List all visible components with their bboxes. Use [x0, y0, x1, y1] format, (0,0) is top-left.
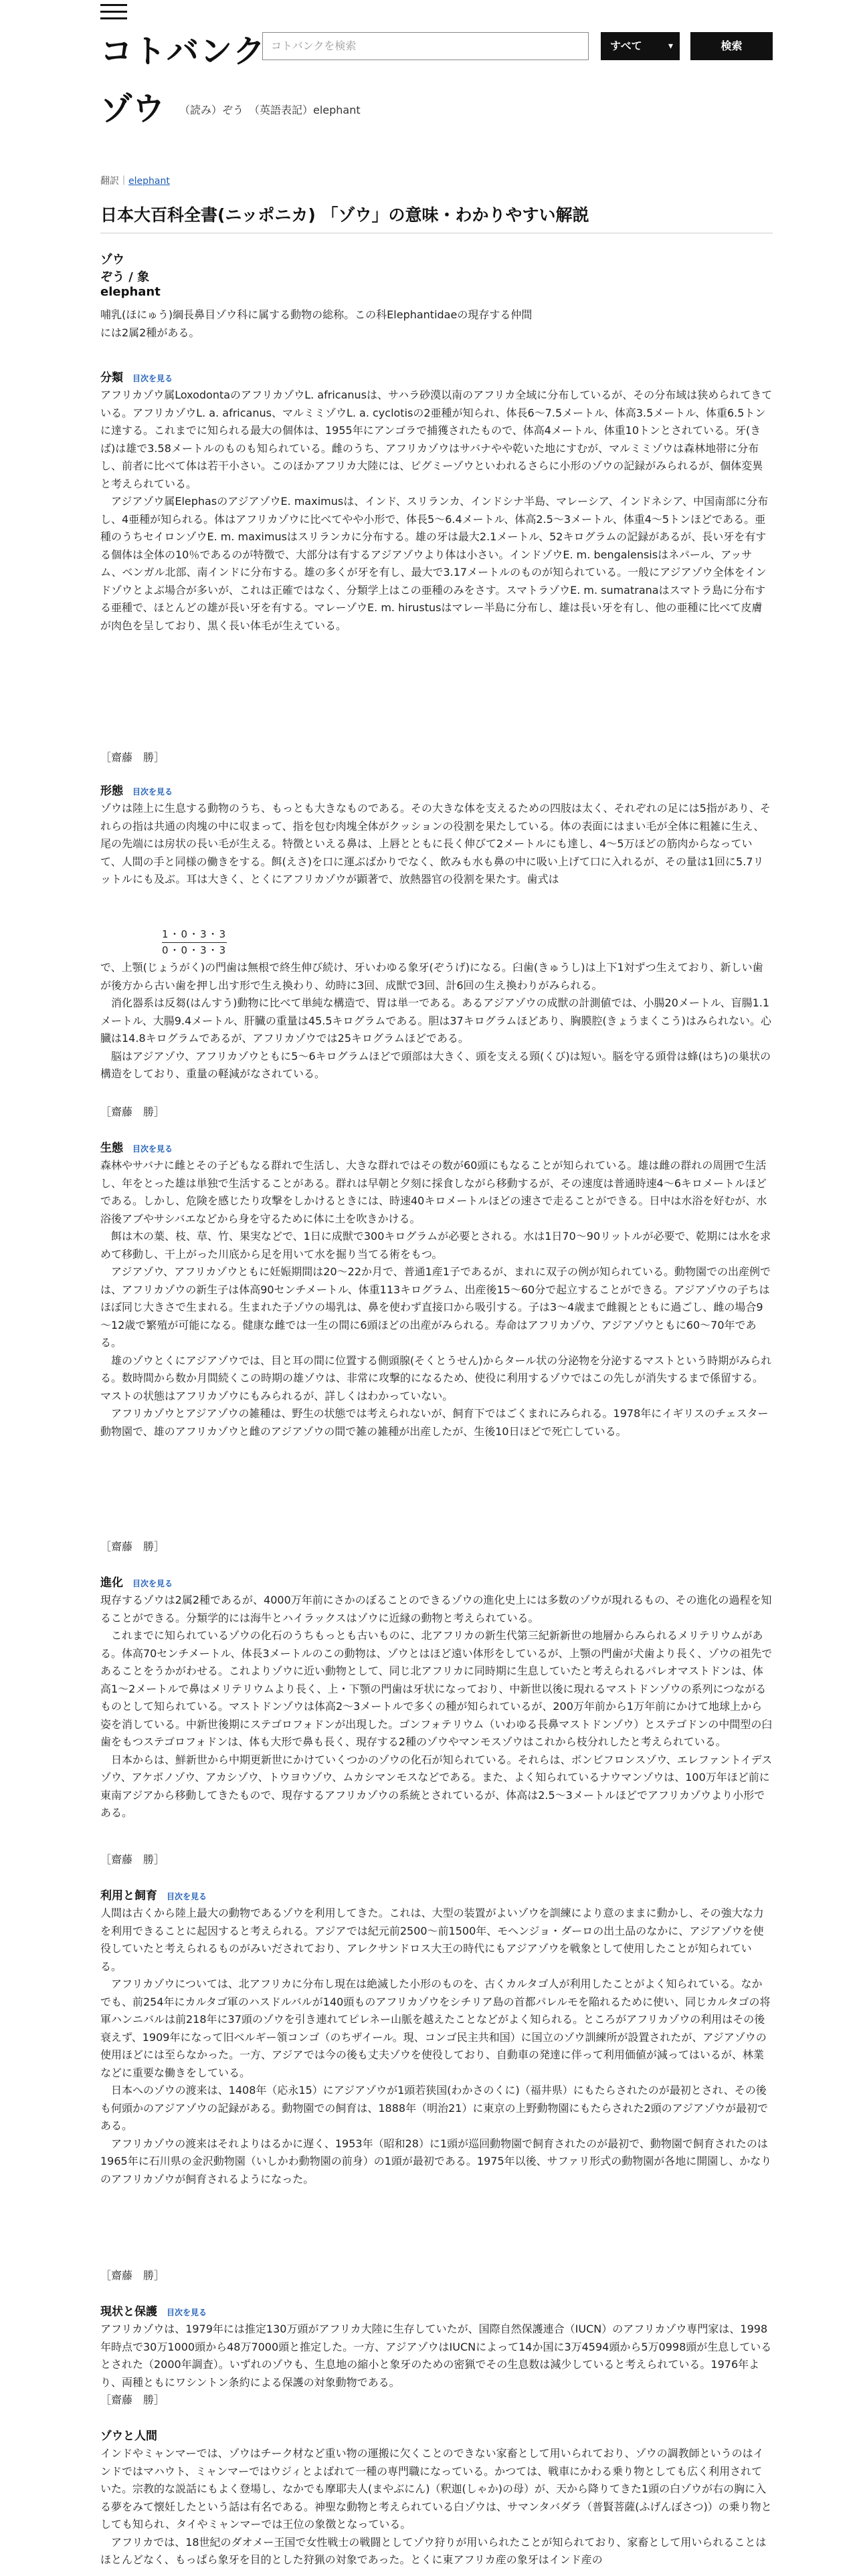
search-button[interactable]: 検索	[690, 32, 773, 60]
paragraph: 日本からは、鮮新世から中期更新世にかけていくつかのゾウの化石が知られている。それらは、ボンビフロンスゾウ、エレファントイデスゾウ、アケボノゾウ、アカシゾウ、トウヨウゾウ、ムカシマンモスなどである。また、よく知られているナウマンゾウは、100万年ほど前に東南アジアから移動してきたもので、現存するアフリカゾウの系統とされているが、体高は2.5～3メートルほどでアフリカゾウより小形である。	[100, 1753, 773, 1819]
classification-body	[100, 387, 773, 635]
category-select[interactable]	[601, 32, 680, 60]
author: ［齋藤 勝］	[100, 1853, 165, 1866]
paragraph: アフリカでは、18世紀のダオメー王国で女性戦士の戦闘としてゾウ狩りが用いられたことが知られており、家畜として用いられることはほとんどなく、もっぱら象牙を目的とした狩猟の対象であった。とくに東アフリカ産の象牙はインド産の	[100, 2535, 767, 2566]
section-title-human: ゾウと人間	[100, 2430, 157, 2443]
author: ［齋藤 勝］	[100, 1105, 165, 1118]
paragraph: 餌は木の葉、枝、草、竹、果実などで、1日に成獣で300キログラムが必要とされる。水は1日70～90リットルが必要で、乾期には水を求めて移動し、干上がった川底から足を用いて水を掘り当てる術をもつ。	[100, 1230, 771, 1261]
toc-link[interactable]: 目次を見る	[132, 1144, 173, 1154]
search-input[interactable]: コトバンクを検索	[262, 32, 589, 60]
formula-numerator: 1・0・3・3	[162, 927, 227, 943]
page-title: ゾウ	[100, 90, 165, 128]
intro-text: 哺乳(ほにゅう)綱長鼻目ゾウ科に属する動物の総称。この科Elephantidaeの現存する仲間には2属2種がある。	[100, 308, 533, 339]
author: ［齋藤 勝］	[100, 2393, 165, 2406]
section-title-classification: 分類 目次を見る	[100, 371, 173, 385]
translation-line	[100, 174, 170, 187]
source-title: 日本大百科全書(ニッポニカ) 「ゾウ」の意味・わかりやすい解説	[100, 205, 589, 225]
entry-headword: ゾウ	[100, 253, 124, 267]
toc-link[interactable]: 目次を見る	[132, 787, 173, 796]
paragraph: 日本へのゾウの渡来は、1408年（応永15）にアジアゾウが1頭若狭国(わかさのくに)（福井県）にもたらされたのが最初とされ、その後も何頭かのアジアゾウの記録がある。動物園での飼育は、1888年（明治21）に東京の上野動物園にもたらされた2頭のアジアゾウが最初である。	[100, 2084, 768, 2132]
menu-icon[interactable]	[100, 4, 127, 20]
paragraph: 森林やサバナに雌とその子どもなる群れで生活し、大きな群れではその数が60頭にもなることが知られている。雄は雌の群れの周囲で生活し、年をとった雄は単独で生活することがある。群れは早朝と夕刻に採食しながら移動するが、その速度は普通時速4～6キロメートルほどである。しかし、危険を感じたり攻撃をしかけるときには、時速40キロメートルほどの速さで走ることができる。日中は水浴を好むが、水浴後アブやサシバエなどから身を守るために体に土を吹きかける。	[100, 1159, 767, 1225]
author: ［齋藤 勝］	[100, 751, 165, 764]
paragraph: アフリカゾウについては、北アフリカに分布し現在は絶滅した小形のものを、古くカルタゴ人が利用したことがよく知られている。なかでも、前254年にカルタゴ軍のハスドルバルが140頭ものアフリカゾウをシチリア島の首都パレルモを陥れるために使い、同じカルタゴの将軍ハンニバルは前218年に37頭のゾウを引き連れてピレネー山脈を越えたことなどがよく知られる。ところがアフリカゾウの利用はその後衰えず、1909年になって旧ベルギー領コンゴ（のちザイール。現、コンゴ民主共和国）に国立のゾウ訓練所が設置されたが、アジアゾウの使用ほどには至らなかった。一方、アジアでは今の後も丈夫ゾウを使役しており、自動車の発達に伴って利用価値が減ってはいるが、林業などに重要な働きをしている。	[100, 1977, 771, 2079]
paragraph: アジアゾウ、アフリカゾウともに妊娠期間は20～22か月で、普通1産1子であるが、まれに双子の例が知られている。動物園での出産例では、アフリカゾウの新生子は体高90センチメートル、体重113キログラム、出産後15～60分で起立することができる。アジアゾウの子ちはほぼ同じ大きさで生まれる。生まれた子ゾウの場乳は、鼻を使わず直接口から吸引する。子は3～4歳まで雌親とともに過ごし、雌の場合9～12歳で繁殖が可能になる。健康な雌では一生の間に6頭ほどの出産がみられる。寿命はアフリカゾウ、アジアゾウともに60～70年である。	[100, 1265, 771, 1349]
paragraph: これまでに知られているゾウの化石のうちもっとも古いものに、北アフリカの新生代第三紀新新世の地層からみられるメリテリウムがある。体高70センチメートル、体長3メートルのこの動物は、ゾウとはほど遠い体形をしているが、上顎の門歯が犬歯より長く、ゾウの祖先であることをうかがわせる。これよりゾウに近い動物として、同じ北アフリカに同時期に生息していたと考えられるパレオマストドンは、体高1～2メートルで鼻はメリテリウムより長く、上・下顎の門歯は牙状になっており、中新世以後に現れるマストドンゾウの系列につながるものとして知られている。マストドンゾウは体高2～3メートルで多くの種が知られているが、200万年前から1万年前にかけて地球上から姿を消している。中新世後期にステゴロフォドンが出現した。ゴンフォテリウム（いわゆる長鼻マストドンゾウ）とステゴドンの中間型の臼歯をもつステゴロフォドンは、体も大形で鼻も長く、現存する2種のゾウやマンモスゾウはこれから枝分れしたと考えられている。	[100, 1629, 773, 1748]
category-select-label: すべて	[610, 39, 642, 52]
paragraph: アジアゾウ属ElephasのアジアゾウE. maximusは、インド、スリランカ、インドシナ半島、マレーシア、インドネシア、中国南部に分布し、4亜種が知られる。体はアフリカゾウに比べてやや小形で、体長5～6.4メートル、体高2.5～3メートル、体重4～5トンほどである。亜種のうちセイロンゾウE. m. maximusはスリランカに分布する。雄の牙は最大2.1メートル、52キログラムの記録があるが、長い牙を有する個体は全体の10％であるのが特徴で、大部分は有するアジアゾウより体は小さい。インドゾウE. m. bengalensisはネパール、アッサム、ベンガル北部、南インドに分布する。雄の多くが牙を有し、最大で3.17メートルのものが知られている。一般にアジアゾウ全体をインドゾウとよぶ場合が多いが、これは正確ではなく、分類学上はこの亜種のみをさす。スマトラゾウE. m. sumatranaはスマトラ島に分布する亜種で、ほとんどの雄が長い牙を有する。マレーゾウE. m. hirustusはマレー半島に分布し、雄は長い牙を有し、他の亜種に比べて皮膚が肉色を呈しており、黒く長い体毛が生えている。	[100, 495, 769, 632]
site-logo[interactable]: コトバンク	[100, 33, 267, 70]
entry-reading: ぞう / 象	[100, 270, 150, 284]
paragraph: 人間は古くから陸上最大の動物であるゾウを利用してきた。これは、大型の装置がよいゾウを訓練により意のままに動かし、その強大な力を利用できることに起因すると考えられる。アジアでは紀元前2500～前1500年、モヘンジョ・ダーロの出土品のなかに、アジアゾウを使役していたと考えられるものがみいだされており、アレクサンドロス大王の時代にもアジアゾウを戦象として使用したことが知られている。	[100, 1907, 764, 1973]
reading-info: （読み）ぞう （英語表記）elephant	[179, 104, 361, 116]
ecology-body	[100, 1157, 773, 1440]
toc-link[interactable]: 目次を見る	[167, 2308, 207, 2317]
entry-english: elephant	[100, 285, 161, 299]
paragraph: 消化器系は反芻(はんすう)動物に比べて単純な構造で、胃は単一である。あるアジアゾウの成獣の計測値では、小腸20メートル、盲腸1.1メートル、大腸9.4メートル、肝臓の重量は45.5キログラムである。胆は37キログラムほどあり、胸膜腔(きょうまくこう)はみられない。心臓は14.8キログラムであるが、アフリカゾウでは25キログラムほどである。	[100, 996, 772, 1045]
paragraph: 現存するゾウは2属2種であるが、4000万年前にさかのぼることのできるゾウの進化史上には多数のゾウが現れるもの、その進化の過程を知ることができる。分類学的には海牛とハイラックスはゾウに近縁の動物と考えられている。	[100, 1594, 772, 1624]
author: ［齋藤 勝］	[100, 2269, 165, 2282]
paragraph: 脳はアジアゾウ、アフリカゾウともに5～6キログラムほどで頭部は大きく、頭を支える頸(くび)は短い。脳を守る頭骨は蜂(はち)の巣状の構造をしており、重量の軽減がなされている。	[100, 1049, 771, 1080]
evolution-body	[100, 1592, 773, 1822]
toc-link[interactable]: 目次を見る	[132, 374, 173, 383]
dental-formula	[162, 927, 227, 957]
paragraph: アフリカゾウの渡来はそれよりはるかに遅く、1953年（昭和28）に1頭が巡回動物園で飼育されたのが最初で、動物園で飼育されたのは1965年に石川県の金沢動物園（いしかわ動物園の前身）の1頭が最初である。1975年以後、サファリ形式の動物園が各地に開園し、かなりのアフリカゾウが飼育されるようになった。	[100, 2137, 772, 2185]
use-body	[100, 1905, 773, 2188]
paragraph: で、上顎(じょうがく)の門歯は無根で終生伸び続け、牙いわゆる象牙(ぞうげ)になる。臼歯(きゅうし)は上下1対ずつ生えており、新しい歯が後方から古い歯を押し出す形で生え換わり、幼時に3回、成獣で3回、計6回の生え換わりがみられる。	[100, 961, 763, 992]
section-title-use: 利用と飼育 目次を見る	[100, 1889, 207, 1903]
section-title-evolution: 進化 目次を見る	[100, 1576, 173, 1590]
morphology-body-2	[100, 959, 773, 1083]
section-title-morphology: 形態 目次を見る	[100, 784, 173, 798]
paragraph: アフリカゾウは、1979年には推定130万頭がアフリカ大陸に生存していたが、国際自然保護連合（IUCN）のアフリカゾウ専門家は、1998年時点で30万1000頭から48万7000頭と推定した。一方、アジアゾウはIUCNによって14か国に3万4594頭から5万0998頭が生息しているとされた（2000年調査）。いずれのゾウも、生息地の縮小と象牙のための密猟でその生息数は減少していると考えられている。1976年より、両種ともにワシントン条約による保護の対象動物である。	[100, 2323, 772, 2389]
paragraph: アフリカゾウ属LoxodontaのアフリカゾウL. africanusは、サハラ砂漠以南のアフリカ全域に分布しているが、その分布域は狭められてきている。アフリカゾウL. a. africanus、マルミミゾウL. a. cyclotisの2亜種が知られ、体長6～7.5メートル、体高3.5メートル、体重6.5トンに達する。これまでに知られる最大の個体は、1955年にアンゴラで捕獲されたもので、体高4メートル、体重10トンとされている。牙(きば)は雄で3.58メートルのものも知られている。雌のうち、アフリカゾウはサバナやや乾いた地にすむが、マルミミゾウは森林地帯に分布し、前者に比べて体は若干小さい。このほかアフリカ大陸には、ピグミーゾウといわれるさらに小形のゾウの記録がみられるが、個体変異と考えられている。	[100, 389, 773, 490]
human-body	[100, 2445, 773, 2569]
paragraph: インドやミャンマーでは、ゾウはチーク材など重い物の運搬に欠くことのできない家畜として用いられており、ゾウの調教師というのはインドではマハウト、ミャンマーではウジィとよばれて一種の専門職になっている。かつては、戦車にかわる乗り物としても広く利用されていた。宗教的な説話にもよく登場し、なかでも摩耶夫人(まやぶにん)（釈迦(しゃか)の母）が、天から降りてきた1頭の白ゾウが右の胸に入る夢をみて懐妊したという話は有名である。神聖な動物と考えられている白ゾウは、サマンタバダラ（普賢菩薩(ふげんぼさつ)）の乗り物としても知られ、タイやミャンマーでは王位の象徴となっている。	[100, 2447, 772, 2531]
paragraph: 雄のゾウとくにアジアゾウでは、目と耳の間に位置する側頭腺(そくとうせん)からタール状の分泌物を分泌するマストという時期がみられる。数時間から数か月間続くこの時期の雄ゾウは、非常に攻撃的になるため、使役に利用するゾウではこの先しが消失するまで係留する。マストの状態はアフリカゾウにもみられるが、詳しくはわかっていない。	[100, 1354, 772, 1402]
section-title-ecology: 生態 目次を見る	[100, 1142, 173, 1155]
paragraph: アフリカゾウとアジアゾウの雑種は、野生の状態では考えられないが、飼育下ではごくまれにみられる。1978年にイギリスのチェスター動物園で、雄のアフリカゾウと雌のアジアゾウの間で雑の雑種が出産したが、生後10日ほどで死亡している。	[100, 1407, 769, 1438]
formula-denominator: 0・0・3・3	[162, 944, 227, 956]
status-body	[100, 2321, 773, 2391]
morphology-body-1	[100, 800, 773, 889]
translation-label: 翻訳｜	[100, 176, 128, 187]
translation-link[interactable]: elephant	[128, 176, 170, 187]
toc-link[interactable]: 目次を見る	[167, 1892, 207, 1901]
toc-link[interactable]: 目次を見る	[132, 1579, 173, 1588]
author: ［齋藤 勝］	[100, 1540, 165, 1553]
chevron-down-icon: ▾	[668, 41, 673, 51]
paragraph: ゾウは陸上に生息する動物のうち、もっとも大きなものである。その大きな体を支えるための四肢は太く、それぞれの足には5指があり、それらの指は共通の肉塊の中に収まって、指を包む肉塊全体がクッションの役割を果たしている。体の表面にはまい毛が全体に粗雑に生え、尾の先端には房状の長い毛が生える。特徴といえる鼻は、上唇とともに長く伸びて2メートルにも達し、4～5万ほどの筋肉からなっていて、人間の手と同様の働きをする。餌(えさ)を口に運ぶばかりでなく、飲みも水も鼻の中に吸い上げて口に入れるが、その量は1回に5.7リットルにも及ぶ。耳は大きく、とくにアフリカゾウが顕著で、放熱器官の役割を果たす。歯式は	[100, 802, 771, 885]
section-title-status: 現状と保護 目次を見る	[100, 2305, 207, 2319]
